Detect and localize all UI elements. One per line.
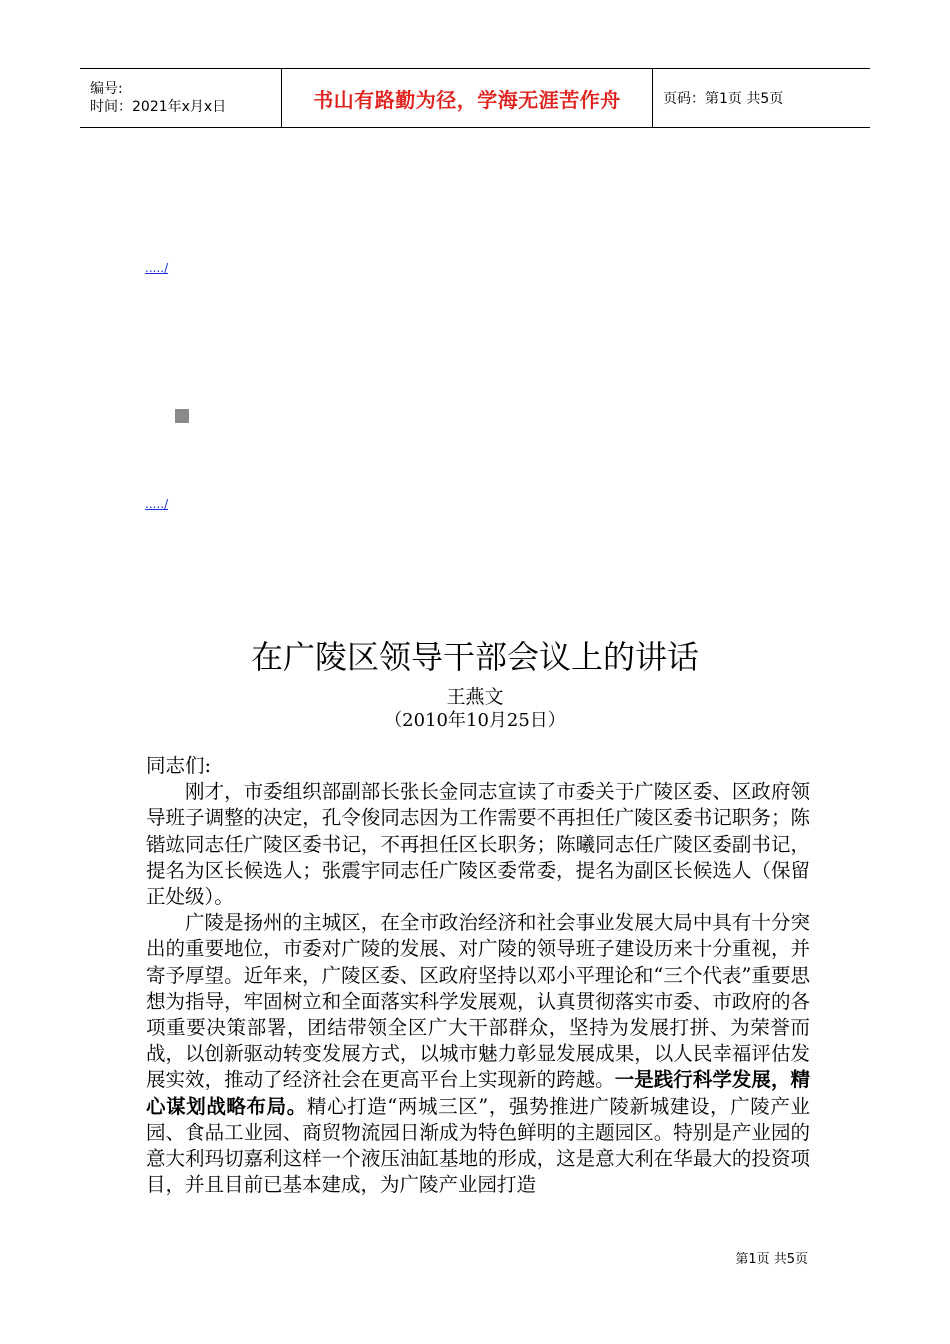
time-label: 时间：2021年x月x日: [90, 99, 227, 115]
paragraph-2: [146, 910, 810, 1198]
paragraph-2-text-b: 精心打造“两城三区”，强势推进广陵新城建设，广陵产业园、食品工业园、商贸物流园日渐成为特色鲜明的主题园区。特别是产业园的意大利玛切嘉利这样一个液压油缸基地的形成，这是意大利在华最大的投资项目，并且目前已基本建成，为广陵产业园打造: [146, 1094, 810, 1197]
document-author: 王燕文: [446, 686, 504, 708]
header-motto-cell: [281, 69, 653, 127]
page-header: [80, 68, 870, 128]
header-page-cell: [653, 69, 870, 127]
page-label: 页码：第1页 共5页: [663, 91, 784, 107]
link-2[interactable]: ...../: [145, 497, 169, 511]
motto: 书山有路勤为径，学海无涯苦作舟: [313, 87, 621, 112]
paragraph-2-bold: 一是践行科学发展，精心谋划战略布局。: [146, 1068, 810, 1118]
square-icon: [175, 409, 189, 423]
salutation: 同志们:: [146, 754, 212, 777]
document-body: [146, 753, 810, 1198]
document-date: （2010年10月25日）: [384, 710, 566, 731]
number-label: 编号:: [90, 81, 123, 97]
header-meta: [80, 69, 281, 127]
paragraph-2-text-a: 广陵是扬州的主城区，在全市政治经济和社会事业发展大局中具有十分突出的重要地位，市委对广陵的发展、对广陵的领导班子建设历来十分重视，并寄予厚望。近年来，广陵区委、区政府坚持以邓小平理论和“三个代表”重要思想为指导，牢固树立和全面落实科学发展观，认真贯彻落实市委、市政府的各项重要决策部署，团结带领全区广大干部群众，坚持为发展打拼、为荣誉而战，以创新驱动转变发展方式，以城市魅力彰显发展成果，以人民幸福评估发展实效，推动了经济社会在更高平台上实现新的跨越。: [146, 911, 810, 1092]
page-footer: 第1页 共5页: [735, 1252, 808, 1267]
link-1[interactable]: ...../: [145, 261, 169, 275]
document-title: 在广陵区领导干部会议上的讲话: [250, 638, 699, 676]
paragraph-1: 刚才，市委组织部副部长张长金同志宣读了市委关于广陵区委、区政府领导班子调整的决定，孔令俊同志因为工作需要不再担任广陵区委书记职务；陈锴竑同志任广陵区委书记，不再担任区长职务；陈曦同志任广陵区委副书记，提名为区长候选人；张震宇同志任广陵区委常委，提名为副区长候选人（保留正处级）。: [146, 780, 810, 909]
